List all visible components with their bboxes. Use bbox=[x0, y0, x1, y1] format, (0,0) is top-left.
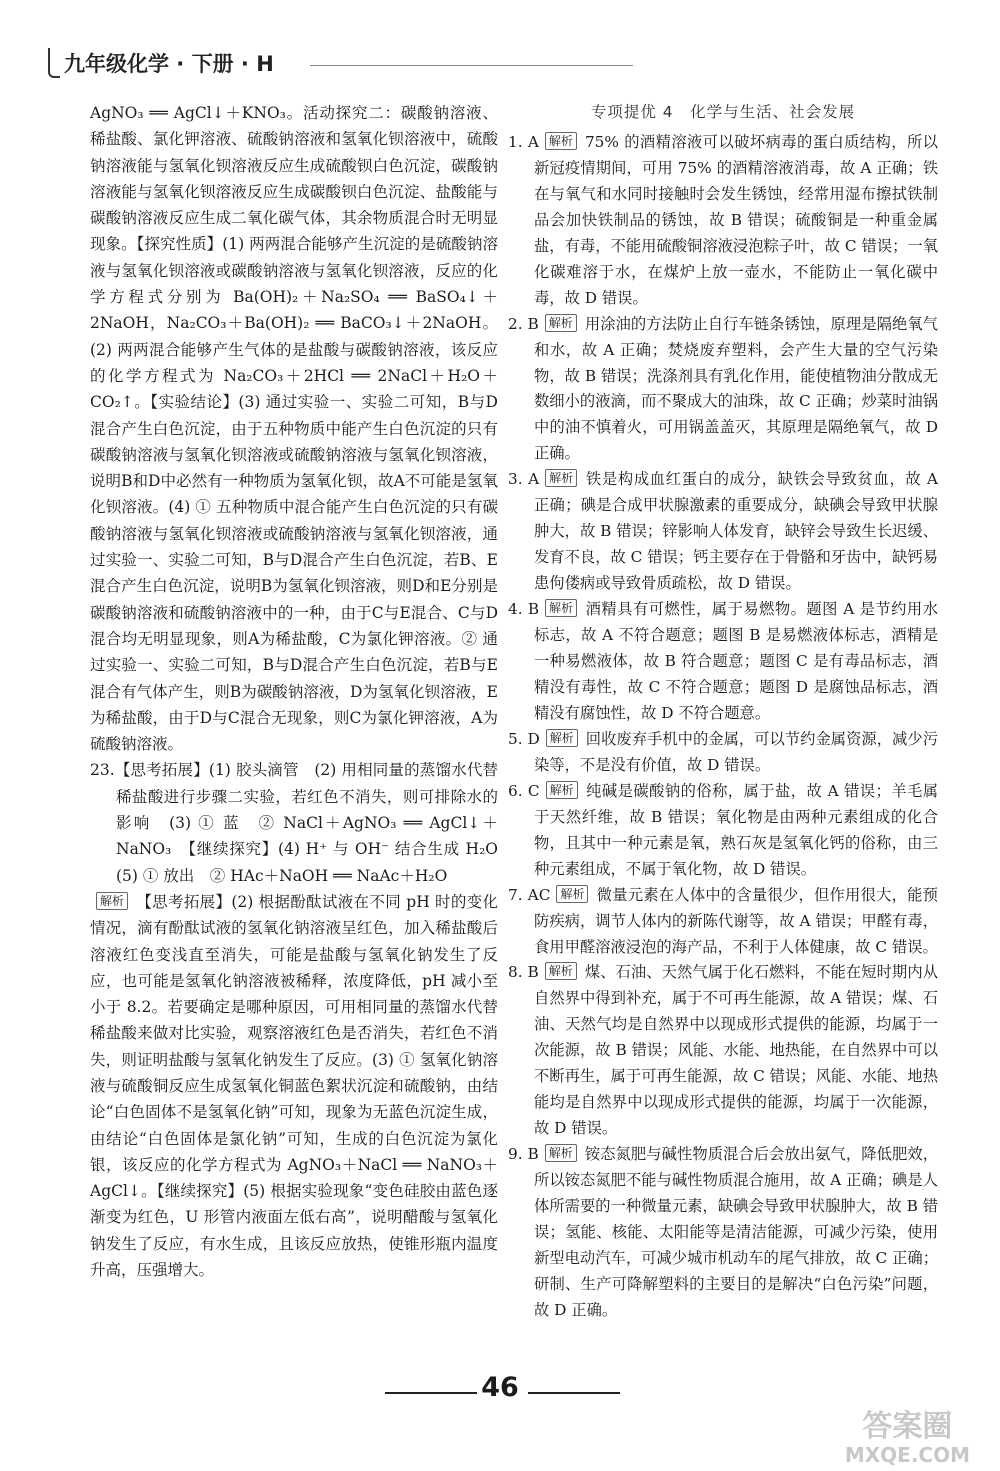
analysis-tag: 解析 bbox=[545, 314, 577, 332]
footer-line-left bbox=[385, 1392, 477, 1394]
answer-label: 7. AC bbox=[508, 885, 551, 904]
analysis-tag: 解析 bbox=[546, 729, 578, 747]
analysis-tag: 解析 bbox=[546, 781, 578, 799]
answer-item bbox=[508, 883, 938, 961]
analysis-tag: 解析 bbox=[545, 962, 577, 980]
answer-item bbox=[508, 467, 938, 597]
answer-item bbox=[508, 597, 938, 727]
analysis-tag: 解析 bbox=[545, 599, 577, 617]
analysis-tag: 解析 bbox=[545, 1144, 577, 1162]
activity-explanation: AgNO₃ ══ AgCl↓＋KNO₃。活动探究二：碳酸钠溶液、稀盐酸、氯化钾溶液、硫酸钠溶液和氢氧化钡溶液中，硫酸钠溶液能与氢氧化钡溶液反应生成硫酸钡白色沉淀，碳酸钠溶液能与氢氧化钡溶液反应生成碳酸钡白色沉淀、盐酸能与碳酸钠溶液反应生成二氧化碳气体，其余物质混合时无明显现象。【探究性质】(1) 两两混合能够产生沉淀的是硫酸钠溶液与氢氧化钡溶液或碳酸钠溶液与氢氧化钡溶液，反应的化学方程式分别为 Ba(OH)₂＋Na₂SO₄ ══ BaSO₄↓＋2NaOH，Na₂CO₃＋Ba(OH)₂ ══ BaCO₃↓＋2NaOH。(2) 两两混合能够产生气体的是盐酸与碳酸钠溶液，该反应的化学方程式为 Na₂CO₃＋2HCl ══ 2NaCl＋H₂O＋CO₂↑。【实验结论】(3) 通过实验一、实验二可知，B与D混合产生白色沉淀，由于五种物质中能产生白色沉淀的只有碳酸钠溶液与氢氧化钡溶液或硫酸钠溶液与氢氧化钡溶液，说明B和D中必然有一种物质为氢氧化钡，故A不可能是氢氧化钡溶液。(4) ① 五种物质中混合能产生白色沉淀的只有碳酸钠溶液与氢氧化钡溶液或硫酸钠溶液与氢氧化钡溶液，通过实验一、实验二可知，B与D混合产生白色沉淀，若B、E混合产生白色沉淀，说明B为氢氧化钡溶液，则D和E分别是碳酸钠溶液和硫酸钠溶液中的一种，由于C与E混合、C与D混合均无明显现象，则A为稀盐酸，C为氯化钾溶液。② 通过实验一、实验二可知，B与D混合产生白色沉淀，若B与E混合有气体产生，则B为碳酸钠溶液，D为氢氧化钡溶液，E为稀盐酸，由于D与C混合无现象，则C为氯化钾溶液，A为硫酸钠溶液。 bbox=[90, 104, 498, 754]
answer-explanation: 微量元素在人体中的含量很少，但作用很大，能预防疾病，调节人体内的新陈代谢等，故 A 错误；甲醛有毒，食用甲醛溶液浸泡的海产品，不利于人体健康，故 C 错误。 bbox=[534, 885, 938, 956]
footer-line-right bbox=[528, 1392, 620, 1394]
page-header bbox=[48, 46, 633, 80]
answer-item bbox=[508, 312, 938, 468]
answer-explanation: 75% 的酒精溶液可以破坏病毒的蛋白质结构，所以新冠疫情期间，可用 75% 的酒精溶液消毒，故 A 正确；铁在与氧气和水同时接触时会发生锈蚀，经常用湿布擦拭铁制品会加快铁制品的锈蚀，故 B 错误；硫酸铜是一种重金属盐，有毒，不能用硫酸铜溶液浸泡粽子叶，故 C 错误；一氧化碳难溶于水，在煤炉上放一壶水，不能防止一氧化碳中毒，故 D 错误。 bbox=[534, 132, 938, 307]
watermark-site: MXQE.COM bbox=[844, 1443, 970, 1467]
answer-item bbox=[508, 727, 938, 779]
header-title: 九年级化学 · 下册 · H bbox=[64, 52, 274, 76]
answer-explanation: 纯碱是碳酸钠的俗称，属于盐，故 A 错误；羊毛属于天然纤维，故 B 错误；氧化物是由两种元素组成的化合物，且其中一种元素是氧，熟石灰是氢氧化钙的俗称，由三种元素组成，不属于氧化物，故 D 错误。 bbox=[534, 781, 938, 878]
answer-explanation: 酒精具有可燃性，属于易燃物。题图 A 是节约用水标志，故 A 不符合题意；题图 B 是易燃液体标志，酒精是一种易燃液体，故 B 符合题意；题图 C 是有毒品标志，酒精没有毒性，故 C 不符合题意；题图 D 是腐蚀品标志，酒精没有腐蚀性，故 D 不符合题意。 bbox=[534, 600, 938, 722]
header-bracket bbox=[48, 48, 60, 78]
analysis-tag: 解析 bbox=[545, 469, 577, 487]
right-column bbox=[508, 100, 938, 1324]
analysis-tag: 解析 bbox=[545, 132, 577, 150]
left-column bbox=[90, 100, 514, 1283]
answer-explanation: 铁是构成血红蛋白的成分，缺铁会导致贫血，故 A 正确；碘是合成甲状腺激素的重要成分，缺碘会导致甲状腺肿大，故 B 错误；锌影响人体发育，缺锌会导致生长迟缓、发育不良，故 C 错误；钙主要存在于骨骼和牙齿中，缺钙易患佝偻病或导致骨质疏松，故 D 错误。 bbox=[534, 470, 938, 593]
watermark-logo bbox=[845, 1410, 970, 1466]
answer-label: 4. B bbox=[508, 600, 540, 619]
analysis-tag: 解析 bbox=[556, 885, 588, 903]
answer-explanation: 煤、石油、天然气属于化石燃料，不能在短时期内从自然界中得到补充，属于不可再生能源，故 A 错误；煤、石油、天然气均是自然界中以现成形式提供的能源，均属于一次能源，故 B 错误；风能、水能、地热能，在自然界中可以不断再生，属于可再生能源，故 C 错误；风能、水能、地热能均是自然界中以现成形式提供的能源，均属于一次能源，故 D 错误。 bbox=[534, 963, 938, 1138]
answer-list bbox=[508, 130, 938, 1324]
answer-item bbox=[508, 1142, 938, 1324]
answer-label: 5. D bbox=[508, 729, 540, 748]
answer-label: 2. B bbox=[508, 314, 539, 333]
header-rule bbox=[310, 65, 633, 66]
answer-item bbox=[508, 960, 938, 1142]
answer-explanation: 用涂油的方法防止自行车链条锈蚀，原理是隔绝氧气和水，故 A 正确；焚烧废弃塑料，会产生大量的空气污染物，故 B 错误；洗涤剂具有乳化作用，能使植物油分散成无数细小的液滴，而不聚成大的油珠，故 C 正确；炒菜时油锅中的油不慎着火，可用锅盖盖灭，其原理是隔绝氧气，故 D 正确。 bbox=[534, 314, 938, 463]
answer-label: 8. B bbox=[508, 963, 539, 982]
q23-analysis bbox=[90, 889, 498, 1283]
answer-label: 1. A bbox=[508, 132, 539, 151]
analysis-tag: 解析 bbox=[96, 892, 128, 910]
page-footer bbox=[0, 1372, 1000, 1412]
q23-answer: 23.【思考拓展】(1) 胶头滴管 (2) 用相同量的蒸馏水代替稀盐酸进行步骤二实验，若红色不消失，则可排除水的影响 (3) ① 蓝 ② NaCl＋AgNO₃ ══ AgCl↓＋NaNO₃ 【继续探究】(4) H⁺ 与 OH⁻ 结合生成 H₂O (5) ① 放出 ② HAc＋NaOH ══ NaAc＋H₂O bbox=[90, 761, 514, 885]
q23-analysis-text: 【思考拓展】(2) 根据酚酞试液在不同 pH 时的变化情况，滴有酚酞试液的氢氧化钠溶液呈红色，加入稀盐酸后溶液红色变浅直至消失，可能是盐酸与氢氧化钠发生了反应，也可能是氢氧化钠溶液被稀释，浓度降低，pH 减小至小于 8.2。若要确定是哪种原因，可用相同量的蒸馏水代替稀盐酸来做对比实验，观察溶液红色是否消失，若红色不消失，则证明盐酸与氢氧化钠发生了反应。(3) ① 氢氧化钠溶液与硫酸铜反应生成氢氧化铜蓝色絮状沉淀和硫酸钠，由结论“白色固体不是氢氧化钠”可知，现象为无蓝色沉淀生成，由结论“白色固体是氯化钠”可知，生成的白色沉淀为氯化银，该反应的化学方程式为 AgNO₃＋NaCl ══ NaNO₃＋AgCl↓。【继续探究】(5) 根据实验现象“变色硅胶由蓝色逐渐变为红色，U 形管内液面左低右高”，说明醋酸与氢氧化钠发生了反应，有水生成，且该反应放热，使锥形瓶内温度升高，压强增大。 bbox=[90, 892, 498, 1280]
answer-label: 3. A bbox=[508, 470, 540, 489]
answer-label: 9. B bbox=[508, 1145, 539, 1164]
page-number: 46 bbox=[481, 1372, 519, 1403]
section-title: 专项提优 4 化学与生活、社会发展 bbox=[590, 103, 856, 121]
answer-explanation: 回收废弃手机中的金属，可以节约金属资源，减少污染等，不是没有价值，故 D 错误。 bbox=[534, 729, 938, 774]
answer-item bbox=[508, 779, 938, 883]
answer-item bbox=[508, 130, 938, 312]
answer-explanation: 铵态氮肥与碱性物质混合后会放出氨气，降低肥效，所以铵态氮肥不能与碱性物质混合施用，故 A 正确；碘是人体所需要的一种微量元素，缺碘会导致甲状腺肿大，故 B 错误；氢能、核能、太阳能等是清洁能源，可减少污染，使用新型电动汽车，可减少城市机动车的尾气排放，故 C 正确；研制、生产可降解塑料的主要目的是解决“白色污染”问题，故 D 正确。 bbox=[534, 1145, 938, 1319]
answer-label: 6. C bbox=[508, 781, 540, 800]
watermark-logo-text: 答案圈 bbox=[862, 1409, 953, 1444]
